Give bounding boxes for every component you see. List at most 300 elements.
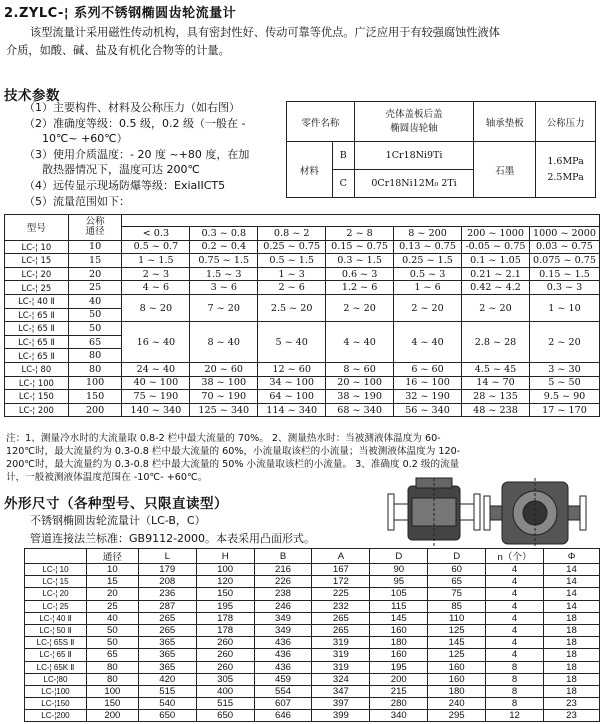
dim-cell: 280 bbox=[370, 698, 428, 710]
model-cell: LC-¦ 65 Ⅱ bbox=[5, 322, 69, 336]
dim-line-1: 不锈钢椭圆齿轮流量计（LC-B，C） bbox=[30, 514, 206, 527]
dim-cell: 178 bbox=[196, 612, 254, 624]
dim-cell: 365 bbox=[138, 649, 196, 661]
dim-cell: 4 bbox=[486, 612, 544, 624]
dim-cell: 340 bbox=[370, 710, 428, 722]
flow-cell: 34 ~ 100 bbox=[258, 376, 326, 390]
flow-cell: 9.5 ~ 90 bbox=[529, 390, 599, 404]
note-line-4: 计，一般被测液体温度范围在 -10℃- +60℃。 bbox=[6, 472, 208, 483]
dim-cell: 420 bbox=[138, 673, 196, 685]
dim-cell: 260 bbox=[196, 637, 254, 649]
dim-cell: 200 bbox=[86, 710, 138, 722]
flow-cell: 0.15 ~ 0.75 bbox=[326, 240, 394, 254]
dim-cell: 650 bbox=[196, 710, 254, 722]
tech-item-2-cont: 10℃~ +60℃） bbox=[42, 132, 128, 146]
flow-cell: 0.3 ~ 1.5 bbox=[326, 254, 394, 268]
dim-header: A bbox=[312, 549, 370, 564]
dim-cell: 75 bbox=[428, 588, 486, 600]
dim-cell: 436 bbox=[254, 649, 312, 661]
dim-cell: 4 bbox=[486, 637, 544, 649]
table-row bbox=[25, 661, 600, 673]
dim-header: B bbox=[254, 549, 312, 564]
flow-cell: 3 ~ 30 bbox=[529, 362, 599, 376]
table-row bbox=[25, 637, 600, 649]
table-row bbox=[5, 362, 600, 376]
flow-cell: 2 ~ 3 bbox=[122, 267, 190, 281]
dim-cell: 12 bbox=[486, 710, 544, 722]
dim-cell: 650 bbox=[138, 710, 196, 722]
flow-cell: 1.5 ~ 3 bbox=[190, 267, 258, 281]
dim-cell: 349 bbox=[254, 624, 312, 636]
flow-cell: 20 ~ 100 bbox=[326, 376, 394, 390]
dim-header: n（个） bbox=[486, 549, 544, 564]
flow-cell: 1 ~ 10 bbox=[529, 294, 599, 321]
flow-cell: 2.5 ~ 20 bbox=[258, 294, 326, 321]
dim-header bbox=[25, 549, 87, 564]
flow-cell: 0.075 ~ 0.75 bbox=[529, 254, 599, 268]
flow-cell: 4.5 ~ 45 bbox=[462, 362, 530, 376]
range-header: < 0.3 bbox=[122, 227, 190, 241]
dn-cell: 15 bbox=[68, 254, 122, 268]
dim-cell: 240 bbox=[428, 698, 486, 710]
dim-cell: 225 bbox=[312, 588, 370, 600]
dim-cell: 305 bbox=[196, 673, 254, 685]
range-header: 0.3 ~ 0.8 bbox=[190, 227, 258, 241]
model-cell: LC-¦ 25 bbox=[5, 281, 69, 295]
dim-cell: 18 bbox=[544, 649, 600, 661]
dim-cell: 100 bbox=[86, 685, 138, 697]
dim-cell: 4 bbox=[486, 576, 544, 588]
dim-cell: 646 bbox=[254, 710, 312, 722]
flow-cell: 0.21 ~ 2.1 bbox=[462, 267, 530, 281]
model-cell: LC-¦ 80 bbox=[5, 362, 69, 376]
model-cell: LC-¦80 bbox=[25, 673, 87, 685]
dim-cell: 18 bbox=[544, 673, 600, 685]
dn-cell: 50 bbox=[68, 308, 122, 322]
table-row bbox=[25, 564, 600, 576]
dim-cell: 160 bbox=[428, 661, 486, 673]
dn-cell: 65 bbox=[68, 335, 122, 349]
dn-cell: 80 bbox=[68, 349, 122, 363]
dim-cell: 324 bbox=[312, 673, 370, 685]
table-row bbox=[25, 588, 600, 600]
tech-item-3: （3）使用介质温度：- 20 度 ~+80 度，在加 bbox=[24, 147, 250, 161]
dim-cell: 15 bbox=[86, 576, 138, 588]
dim-cell: 554 bbox=[254, 685, 312, 697]
dim-header: Φ bbox=[544, 549, 600, 564]
range-header: 200 ~ 1000 bbox=[462, 227, 530, 241]
model-cell: LC-¦ 20 bbox=[5, 267, 69, 281]
table-row bbox=[25, 612, 600, 624]
tech-params-list bbox=[24, 100, 286, 209]
flow-cell: 2 ~ 20 bbox=[326, 294, 394, 321]
dim-cell: 8 bbox=[486, 661, 544, 673]
dim-cell: 50 bbox=[86, 637, 138, 649]
dim-cell: 265 bbox=[312, 612, 370, 624]
flow-cell: 140 ~ 340 bbox=[122, 403, 190, 417]
dn-cell: 50 bbox=[68, 322, 122, 336]
dim-cell: 150 bbox=[196, 588, 254, 600]
material-code-c: C bbox=[332, 170, 354, 198]
dn-cell: 100 bbox=[68, 376, 122, 390]
dim-cell: 459 bbox=[254, 673, 312, 685]
flange-right bbox=[474, 494, 480, 530]
table-row bbox=[25, 649, 600, 661]
dn-cell: 25 bbox=[68, 281, 122, 295]
dn-cell: 10 bbox=[68, 240, 122, 254]
flow-cell: 12 ~ 60 bbox=[258, 362, 326, 376]
flow-cell: 0.42 ~ 4.2 bbox=[462, 281, 530, 295]
dim-cell: 226 bbox=[254, 576, 312, 588]
table-row bbox=[5, 240, 600, 254]
flow-cell: 2 ~ 20 bbox=[529, 322, 599, 363]
dim-cell: 160 bbox=[370, 624, 428, 636]
table-row bbox=[5, 390, 600, 404]
dim-cell: 399 bbox=[312, 710, 370, 722]
flange-left bbox=[388, 494, 394, 530]
dim-header: L bbox=[138, 549, 196, 564]
dn-cell: 150 bbox=[68, 390, 122, 404]
dim-cell: 50 bbox=[86, 624, 138, 636]
dim-cell: 4 bbox=[486, 588, 544, 600]
dim-cell: 150 bbox=[86, 698, 138, 710]
dim-cell: 195 bbox=[196, 600, 254, 612]
flow-cell: 38 ~ 190 bbox=[326, 390, 394, 404]
flow-cell: 3 ~ 6 bbox=[190, 281, 258, 295]
dim-cell: 236 bbox=[138, 588, 196, 600]
dim-cell: 365 bbox=[138, 661, 196, 673]
dim-cell: 8 bbox=[486, 698, 544, 710]
dim-cell: 436 bbox=[254, 637, 312, 649]
model-cell: LC-¦ 25 bbox=[25, 600, 87, 612]
dim-cell: 167 bbox=[312, 564, 370, 576]
flow-cell: 0.2 ~ 0.4 bbox=[190, 240, 258, 254]
flow-cell: 14 ~ 70 bbox=[462, 376, 530, 390]
model-cell: LC-¦ 15 bbox=[25, 576, 87, 588]
head-model: 型号 bbox=[5, 215, 69, 241]
dim-cell: 260 bbox=[196, 661, 254, 673]
table-row bbox=[25, 685, 600, 697]
dim-cell: 18 bbox=[544, 612, 600, 624]
dim-cell: 397 bbox=[312, 698, 370, 710]
dim-cell: 515 bbox=[138, 685, 196, 697]
model-cell: LC-¦ 20 bbox=[25, 588, 87, 600]
flow-cell: 0.25 ~ 0.75 bbox=[258, 240, 326, 254]
dim-cell: 65 bbox=[86, 649, 138, 661]
flow-cell: 1 ~ 3 bbox=[258, 267, 326, 281]
flow-range-table bbox=[4, 214, 600, 417]
dim-cell: 14 bbox=[544, 588, 600, 600]
dim-cell: 105 bbox=[370, 588, 428, 600]
dim-cell: 23 bbox=[544, 698, 600, 710]
table-row bbox=[5, 322, 600, 336]
range-header: 8 ~ 200 bbox=[394, 227, 462, 241]
flow-cell: -0.05 ~ 0.75 bbox=[462, 240, 530, 254]
material-b: 1Cr18Ni9Ti bbox=[354, 142, 474, 170]
range-header: 0.8 ~ 2 bbox=[258, 227, 326, 241]
dim-cell: 110 bbox=[428, 612, 486, 624]
model-cell: LC-¦ 65 Ⅱ bbox=[5, 349, 69, 363]
model-cell: LC-¦ 40 Ⅱ bbox=[5, 294, 69, 308]
flow-cell: 4 ~ 6 bbox=[122, 281, 190, 295]
flow-cell: 64 ~ 100 bbox=[258, 390, 326, 404]
table-row bbox=[25, 673, 600, 685]
flow-cell: 1.2 ~ 6 bbox=[326, 281, 394, 295]
dim-cell: 18 bbox=[544, 685, 600, 697]
flow-cell: 68 ~ 340 bbox=[326, 403, 394, 417]
dim-cell: 65 bbox=[428, 576, 486, 588]
dim-cell: 4 bbox=[486, 624, 544, 636]
dim-cell: 40 bbox=[86, 612, 138, 624]
dim-line-2: 管道连接法兰标准：GB9112-2000。本表采用凸面形式。 bbox=[30, 532, 316, 545]
flow-cell: 7 ~ 20 bbox=[190, 294, 258, 321]
dim-cell: 215 bbox=[370, 685, 428, 697]
note-line-1: 注：1、测量冷水时的大流量取 0.8-2 栏中最大流量的 70%。 2、测量热水时：当被测液体温度为 60- bbox=[6, 433, 441, 444]
flow-cell: 8 ~ 20 bbox=[122, 294, 190, 321]
model-cell: LC-¦ 40 Ⅱ bbox=[25, 612, 87, 624]
dim-cell: 85 bbox=[428, 600, 486, 612]
dim-cell: 319 bbox=[312, 661, 370, 673]
flow-cell: 114 ~ 340 bbox=[258, 403, 326, 417]
flow-cell: 0.5 ~ 3 bbox=[394, 267, 462, 281]
flow-cell: 2 ~ 20 bbox=[462, 294, 530, 321]
dim-cell: 14 bbox=[544, 564, 600, 576]
flow-cell: 16 ~ 100 bbox=[394, 376, 462, 390]
dim-cell: 145 bbox=[370, 612, 428, 624]
header-pressure: 公称压力 bbox=[536, 102, 596, 142]
flow-cell: 28 ~ 135 bbox=[462, 390, 530, 404]
flow-cell: 6 ~ 60 bbox=[394, 362, 462, 376]
table-row bbox=[5, 376, 600, 390]
dim-cell: 232 bbox=[312, 600, 370, 612]
tech-item-1: （1）主要构件、材料及公称压力（如右图） bbox=[24, 101, 240, 114]
flow-cell: 2 ~ 6 bbox=[258, 281, 326, 295]
table-row bbox=[5, 281, 600, 295]
dim-cell: 607 bbox=[254, 698, 312, 710]
range-header: 1000 ~ 2000 bbox=[529, 227, 599, 241]
head-dn: 公称 通径 bbox=[68, 215, 122, 241]
dim-cell: 180 bbox=[370, 637, 428, 649]
dim-header: 通径 bbox=[86, 549, 138, 564]
tech-item-4: （4）远传显示现场防爆等级：ExiaIICT5 bbox=[24, 178, 226, 192]
range-header: 2 ~ 8 bbox=[326, 227, 394, 241]
pressure-1: 1.6MPa bbox=[547, 155, 584, 167]
dim-cell: 180 bbox=[428, 685, 486, 697]
dim-cell: 160 bbox=[370, 649, 428, 661]
dim-cell: 160 bbox=[428, 673, 486, 685]
tech-params-title: 技术参数 bbox=[4, 88, 60, 104]
flow-cell: 1 ~ 1.5 bbox=[122, 254, 190, 268]
flow-cell: 2 ~ 20 bbox=[394, 294, 462, 321]
model-cell: LC-¦200 bbox=[25, 710, 87, 722]
flow-cell: 0.03 ~ 0.75 bbox=[529, 240, 599, 254]
header-part-name: 零件名称 bbox=[287, 102, 355, 142]
dim-cell: 246 bbox=[254, 600, 312, 612]
flow-cell: 0.25 ~ 1.5 bbox=[394, 254, 462, 268]
section-title-zylc: 2.ZYLC-¦ 系列不锈钢椭圆齿轮流量计 bbox=[4, 6, 237, 21]
dim-cell: 60 bbox=[428, 564, 486, 576]
tech-item-3-cont: 散热器情况下，温度可达 200℃ bbox=[42, 163, 200, 177]
dim-cell: 120 bbox=[196, 576, 254, 588]
dim-cell: 14 bbox=[544, 576, 600, 588]
model-cell: LC-¦ 100 bbox=[5, 376, 69, 390]
flow-cell: 20 ~ 60 bbox=[190, 362, 258, 376]
flow-cell: 16 ~ 40 bbox=[122, 322, 190, 363]
flow-cell: 0.1 ~ 1.05 bbox=[462, 254, 530, 268]
flow-cell: 8 ~ 40 bbox=[190, 322, 258, 363]
dim-cell: 265 bbox=[138, 612, 196, 624]
dim-cell: 23 bbox=[544, 710, 600, 722]
pressure-2: 2.5MPa bbox=[547, 171, 584, 183]
section-title-dimensions: 外形尺寸（各种型号、只限直读型） bbox=[4, 496, 228, 512]
dim-cell: 14 bbox=[544, 600, 600, 612]
dim-cell: 20 bbox=[86, 588, 138, 600]
flow-cell: 4 ~ 40 bbox=[394, 322, 462, 363]
flow-cell: 0.13 ~ 0.75 bbox=[394, 240, 462, 254]
dim-cell: 319 bbox=[312, 649, 370, 661]
flow-cell: 70 ~ 190 bbox=[190, 390, 258, 404]
flow-cell: 4 ~ 40 bbox=[326, 322, 394, 363]
bearing-material: 石墨 bbox=[474, 142, 536, 198]
dim-cell: 90 bbox=[370, 564, 428, 576]
dim-cell: 100 bbox=[196, 564, 254, 576]
dim-header: D bbox=[428, 549, 486, 564]
dim-cell: 208 bbox=[138, 576, 196, 588]
dim-cell: 80 bbox=[86, 661, 138, 673]
dim-cell: 436 bbox=[254, 661, 312, 673]
model-cell: LC-¦ 65K Ⅱ bbox=[25, 661, 87, 673]
table-row bbox=[25, 600, 600, 612]
dim-header: H bbox=[196, 549, 254, 564]
flow-cell: 17 ~ 170 bbox=[529, 403, 599, 417]
material-label: 材料 bbox=[287, 142, 333, 198]
material-c: 0Cr18Ni12M₀ 2Ti bbox=[354, 170, 474, 198]
dim-cell: 125 bbox=[428, 649, 486, 661]
dim-cell: 4 bbox=[486, 649, 544, 661]
flow-cell: 0.6 ~ 3 bbox=[326, 267, 394, 281]
flow-cell: 0.75 ~ 1.5 bbox=[190, 254, 258, 268]
dim-cell: 238 bbox=[254, 588, 312, 600]
dim-cell: 8 bbox=[486, 685, 544, 697]
dim-cell: 4 bbox=[486, 564, 544, 576]
dim-cell: 95 bbox=[370, 576, 428, 588]
model-cell: LC-¦100 bbox=[25, 685, 87, 697]
model-cell: LC-¦150 bbox=[25, 698, 87, 710]
note-line-2: 120℃时，最大流量约为 0.3-0.8 栏中最大流量的 60%，小流量取该栏的小流量；当被测液体温度为 120- bbox=[6, 446, 461, 457]
note-line-3: 200℃时，最大流量约为 0.3-0.8 栏中最大流量的 50% 小流量取该栏的小流量。 3、准确度 0.2 级的流量 bbox=[6, 459, 460, 470]
dim-header: D bbox=[370, 549, 428, 564]
table-row bbox=[25, 624, 600, 636]
flow-cell: 0.5 ~ 0.7 bbox=[122, 240, 190, 254]
flow-cell: 75 ~ 190 bbox=[122, 390, 190, 404]
dim-cell: 25 bbox=[86, 600, 138, 612]
table-row bbox=[25, 710, 600, 722]
dim-cell: 115 bbox=[370, 600, 428, 612]
tech-item-2: （2）准确度等级：0.5 级，0.2 级（一般在 - bbox=[24, 116, 246, 130]
model-cell: LC-¦ 200 bbox=[5, 403, 69, 417]
dn-cell: 200 bbox=[68, 403, 122, 417]
dim-cell: 216 bbox=[254, 564, 312, 576]
model-cell: LC-¦ 150 bbox=[5, 390, 69, 404]
dim-cell: 172 bbox=[312, 576, 370, 588]
dim-cell: 178 bbox=[196, 624, 254, 636]
dim-cell: 515 bbox=[196, 698, 254, 710]
flow-cell: 40 ~ 100 bbox=[122, 376, 190, 390]
dim-cell: 18 bbox=[544, 624, 600, 636]
flow-cell: 32 ~ 190 bbox=[394, 390, 462, 404]
model-cell: LC-¦ 65 Ⅱ bbox=[25, 649, 87, 661]
dim-cell: 260 bbox=[196, 649, 254, 661]
dim-cell: 200 bbox=[370, 673, 428, 685]
dim-cell: 145 bbox=[428, 637, 486, 649]
flow-cell: 38 ~ 100 bbox=[190, 376, 258, 390]
model-cell: LC-¦ 50 Ⅱ bbox=[25, 624, 87, 636]
dim-cell: 319 bbox=[312, 637, 370, 649]
dim-cell: 295 bbox=[428, 710, 486, 722]
header-shell: 壳体盖板后盖 椭圆齿轮轴 bbox=[354, 102, 474, 142]
dim-cell: 80 bbox=[86, 673, 138, 685]
table-row bbox=[5, 267, 600, 281]
dn-cell: 20 bbox=[68, 267, 122, 281]
flow-cell: 0.3 ~ 3 bbox=[529, 281, 599, 295]
head-blank bbox=[122, 215, 600, 227]
dim-cell: 287 bbox=[138, 600, 196, 612]
dim-cell: 179 bbox=[138, 564, 196, 576]
flow-cell: 0.15 ~ 1.5 bbox=[529, 267, 599, 281]
dim-cell: 265 bbox=[138, 624, 196, 636]
flow-cell: 56 ~ 340 bbox=[394, 403, 462, 417]
table-row bbox=[5, 254, 600, 268]
dim-cell: 8 bbox=[486, 673, 544, 685]
header-bearing: 轴承垫板 bbox=[474, 102, 536, 142]
table-row bbox=[5, 403, 600, 417]
model-cell: LC-¦ 15 bbox=[5, 254, 69, 268]
pressure-values bbox=[536, 142, 596, 198]
dn-cell: 40 bbox=[68, 294, 122, 308]
table-row bbox=[5, 294, 600, 308]
flow-cell: 5 ~ 50 bbox=[529, 376, 599, 390]
dim-cell: 18 bbox=[544, 661, 600, 673]
model-cell: LC-¦ 65S Ⅱ bbox=[25, 637, 87, 649]
flowmeter-drawing bbox=[386, 476, 600, 548]
model-cell: LC-¦ 65 Ⅱ bbox=[5, 308, 69, 322]
flow-cell: 24 ~ 40 bbox=[122, 362, 190, 376]
flow-cell: 48 ~ 238 bbox=[462, 403, 530, 417]
intro-paragraph bbox=[6, 24, 600, 60]
dim-cell: 125 bbox=[428, 624, 486, 636]
intro-line-1: 该型流量计采用磁性传动机构，具有密封性好、传动可靠等优点。广泛应用于有较强腐蚀性液体 bbox=[30, 26, 500, 39]
intro-line-2: 介质，如酸、碱、盐及有机化合物等的计量。 bbox=[6, 44, 230, 57]
dim-cell: 349 bbox=[254, 612, 312, 624]
flow-cell: 0.5 ~ 1.5 bbox=[258, 254, 326, 268]
material-code-b: B bbox=[332, 142, 354, 170]
dim-cell: 347 bbox=[312, 685, 370, 697]
dim-cell: 195 bbox=[370, 661, 428, 673]
tech-item-5: （5）流量范围如下： bbox=[24, 194, 130, 208]
flow-cell: 2.8 ~ 28 bbox=[462, 322, 530, 363]
dim-cell: 10 bbox=[86, 564, 138, 576]
model-cell: LC-¦ 10 bbox=[5, 240, 69, 254]
dim-cell: 400 bbox=[196, 685, 254, 697]
model-cell: LC-¦ 65 Ⅱ bbox=[5, 335, 69, 349]
dim-cell: 4 bbox=[486, 600, 544, 612]
flow-cell: 5 ~ 40 bbox=[258, 322, 326, 363]
dim-cell: 18 bbox=[544, 637, 600, 649]
dim-cell: 540 bbox=[138, 698, 196, 710]
dimension-table bbox=[24, 548, 600, 722]
dim-cell: 365 bbox=[138, 637, 196, 649]
table-row bbox=[25, 576, 600, 588]
